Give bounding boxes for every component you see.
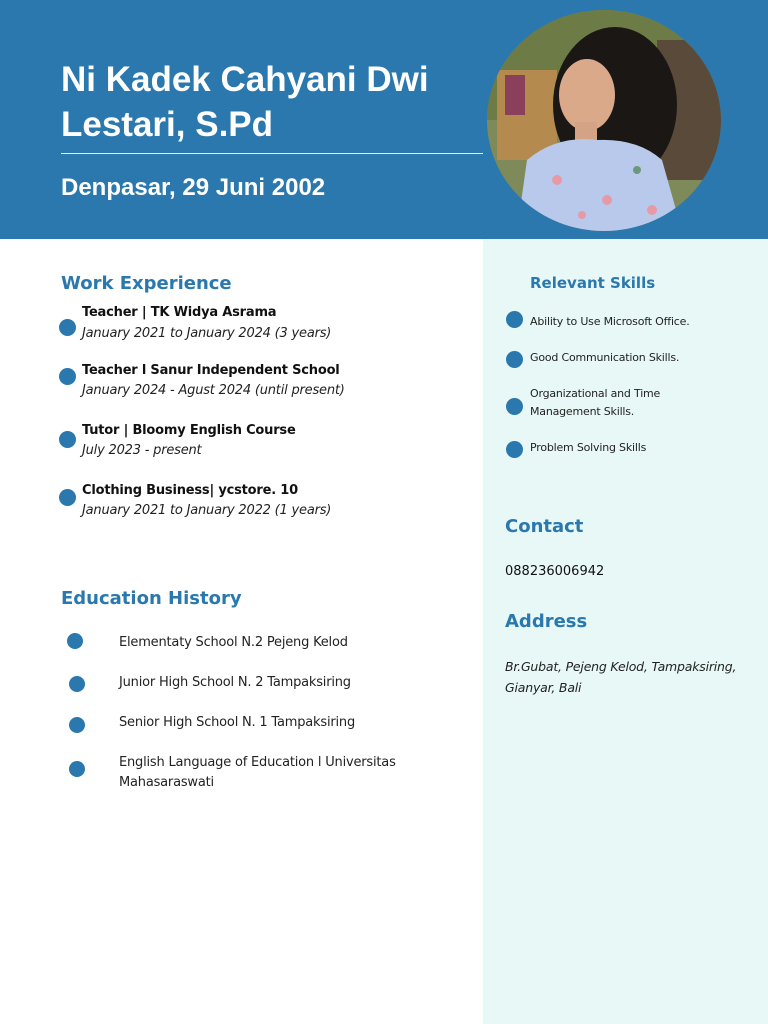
skill-item: Ability to Use Microsoft Office. (530, 315, 690, 328)
education-item: Junior High School N. 2 Tampaksiring (119, 675, 351, 690)
skill-item: Organizational and Time Management Skills. (530, 387, 661, 418)
job-date: January 2021 to January 2024 (3 years) (82, 326, 332, 341)
profile-photo (487, 10, 721, 231)
bullet-icon (69, 676, 85, 692)
relevant-skills-heading: Relevant Skills (530, 274, 656, 292)
job-title: Clothing Business| ycstore. 10 (82, 483, 298, 498)
bullet-icon (59, 431, 76, 448)
header-divider (61, 153, 483, 154)
address-heading: Address (505, 611, 588, 632)
birth-place-date: Denpasar, 29 Juni 2002 (61, 174, 326, 201)
phone-number: 088236006942 (505, 564, 605, 579)
contact-heading: Contact (505, 516, 584, 537)
bullet-icon (69, 717, 85, 733)
education-item: English Language of Education l Universitas Mahasaraswati (119, 755, 396, 790)
bullet-icon (69, 761, 85, 777)
bullet-icon (506, 351, 523, 368)
job-title: Teacher | TK Widya Asrama (82, 305, 277, 320)
work-experience-heading: Work Experience (61, 273, 232, 294)
bullet-icon (67, 633, 83, 649)
job-date: January 2024 - Agust 2024 (until present) (82, 383, 345, 398)
address-text: Br.Gubat, Pejeng Kelod, Tampaksiring, Gianyar, Bali (505, 659, 737, 695)
education-item: Senior High School N. 1 Tampaksiring (119, 715, 356, 730)
bullet-icon (59, 489, 76, 506)
education-history-heading: Education History (61, 588, 242, 609)
person-name: Ni Kadek Cahyani Dwi Lestari, S.Pd (61, 60, 429, 144)
skill-item: Problem Solving Skills (530, 441, 647, 454)
job-date: July 2023 - present (82, 443, 202, 458)
skill-item: Good Communication Skills. (530, 351, 680, 364)
bullet-icon (506, 441, 523, 458)
job-title: Teacher l Sanur Independent School (82, 363, 340, 378)
bullet-icon (506, 311, 523, 328)
job-title: Tutor | Bloomy English Course (82, 423, 296, 438)
education-item: Elementaty School N.2 Pejeng Kelod (119, 635, 348, 650)
bullet-icon (59, 319, 76, 336)
bullet-icon (506, 398, 523, 415)
bullet-icon (59, 368, 76, 385)
job-date: January 2021 to January 2022 (1 years) (82, 503, 332, 518)
